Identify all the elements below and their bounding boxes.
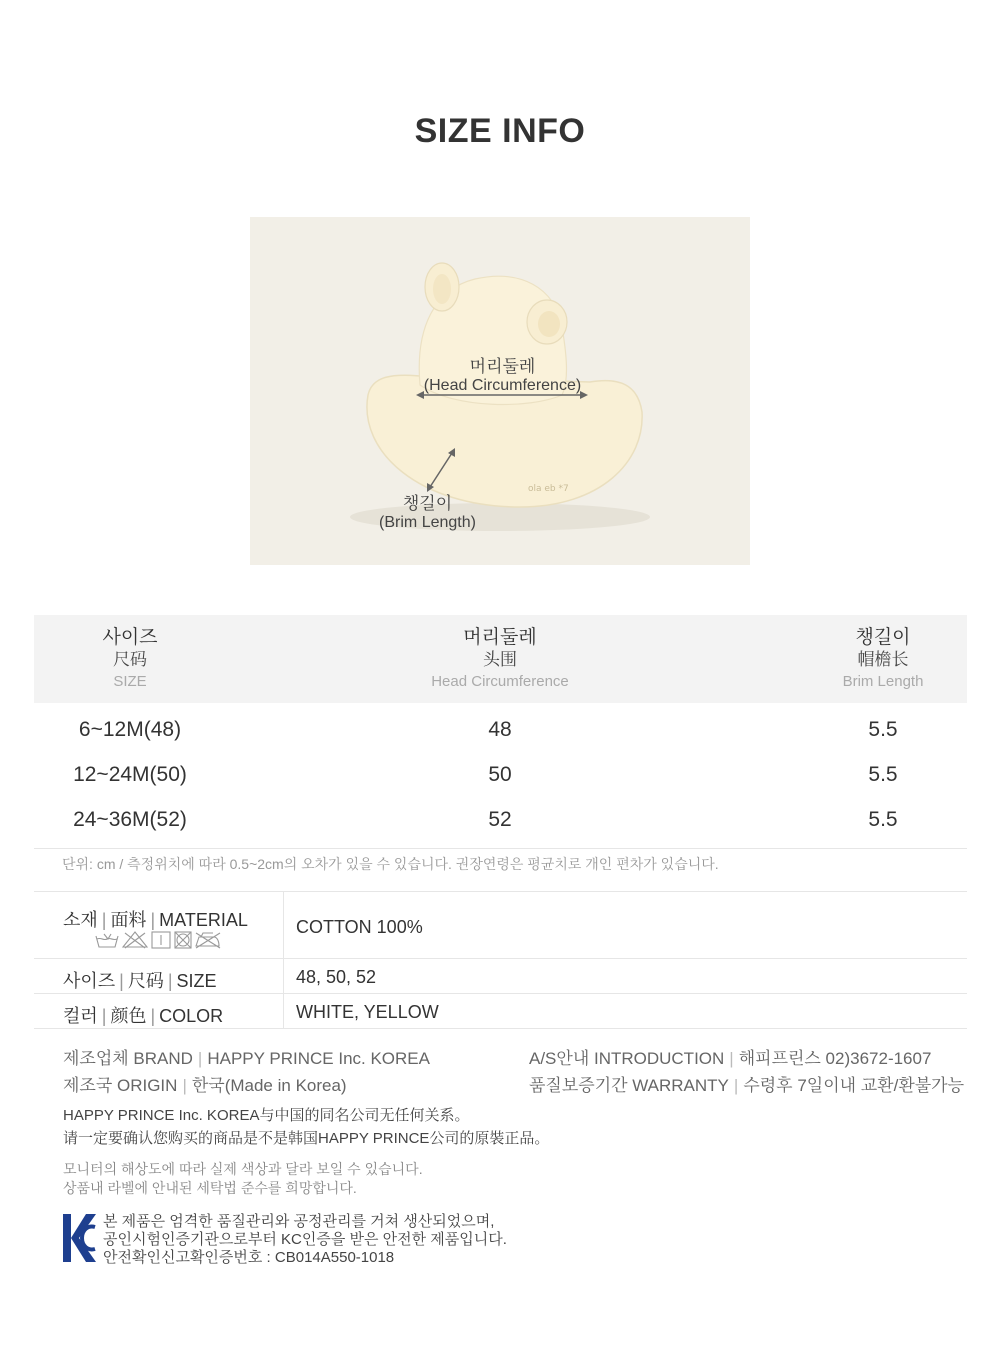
page-title: SIZE INFO bbox=[414, 112, 586, 150]
label-notice: 상품내 라벨에 안내된 세탁법 준수를 희망합니다. bbox=[63, 1180, 357, 1196]
no-iron-icon bbox=[196, 933, 220, 948]
authenticity-note: HAPPY PRINCE Inc. KOREA与中国的同名公司无任何关系。 bbox=[63, 1107, 470, 1124]
origin-info: 제조국 ORIGIN | 한국(Made in Korea) bbox=[63, 1076, 347, 1095]
kc-text-line: 공인시험인증기관으로부터 KC인증을 받은 안전한 제품입니다. bbox=[103, 1231, 507, 1248]
divider bbox=[34, 891, 967, 892]
header-brim-length: 챙길이 帽檐长 Brim Length bbox=[842, 627, 924, 690]
size-value: 48, 50, 52 bbox=[296, 967, 377, 987]
color-value: WHITE, YELLOW bbox=[296, 1002, 439, 1022]
wash-care-icons bbox=[95, 930, 225, 955]
table-row bbox=[34, 797, 967, 842]
brim-cell: 5.5 bbox=[868, 718, 898, 741]
warranty-info: 품질보증기간 WARRANTY | 수령후 7일이내 교환/환불가능 bbox=[529, 1076, 965, 1095]
kc-text-line: 본 제품은 엄격한 품질관리와 공정관리를 거쳐 생산되었으며, bbox=[103, 1213, 495, 1230]
header-head-circumference: 머리둘레 头围 Head Circumference bbox=[431, 627, 569, 690]
material-label: 소재 | 面料 | MATERIAL bbox=[63, 910, 248, 930]
head-cell: 52 bbox=[488, 808, 512, 831]
brim-cell: 5.5 bbox=[868, 763, 898, 786]
color-label: 컬러 | 颜色 | COLOR bbox=[63, 1006, 224, 1026]
size-table-header bbox=[34, 615, 967, 703]
measurement-note: 단위: cm / 측정위치에 따라 0.5~2cm의 오차가 있을 수 있습니다. 권장연령은 평균치로 개인 편차가 있습니다. bbox=[62, 856, 719, 872]
head-circumference-label: 머리둘레 (Head Circumference) bbox=[423, 357, 582, 394]
divider bbox=[34, 993, 967, 994]
head-cell: 50 bbox=[488, 763, 512, 786]
size-label: 사이즈 | 尺码 | SIZE bbox=[63, 971, 217, 991]
line-dry-icon bbox=[152, 932, 170, 948]
size-cell: 6~12M(48) bbox=[78, 718, 182, 741]
svg-text:ola eb *7: ola eb *7 bbox=[528, 484, 569, 494]
column-divider bbox=[283, 892, 284, 1028]
kc-mark-icon bbox=[62, 1213, 98, 1268]
kc-text-line: 안전확인신고확인증번호 : CB014A550-1018 bbox=[103, 1249, 395, 1266]
divider bbox=[34, 848, 967, 849]
product-photo bbox=[250, 217, 750, 565]
monitor-notice: 모니터의 해상도에 따라 실제 색상과 달라 보일 수 있습니다. bbox=[63, 1161, 423, 1177]
as-info: A/S안내 INTRODUCTION | 해피프린스 02)3672-1607 bbox=[529, 1049, 932, 1068]
size-cell: 24~36M(52) bbox=[73, 808, 187, 831]
table-row bbox=[34, 707, 967, 752]
brim-length-label: 챙길이 (Brim Length) bbox=[379, 494, 476, 531]
no-tumble-dry-icon bbox=[175, 932, 191, 948]
no-bleach-icon bbox=[123, 932, 147, 948]
header-size: 사이즈 尺码 SIZE bbox=[102, 627, 158, 690]
size-cell: 12~24M(50) bbox=[73, 763, 187, 786]
hand-wash-icon bbox=[96, 934, 118, 947]
brim-cell: 5.5 bbox=[868, 808, 898, 831]
divider bbox=[34, 1028, 967, 1029]
authenticity-note: 请一定要确认您购买的商品是不是韩国HAPPY PRINCE公司的原裝正品。 bbox=[63, 1130, 550, 1147]
table-row bbox=[34, 752, 967, 797]
brand-info: 제조업체 BRAND | HAPPY PRINCE Inc. KOREA bbox=[63, 1049, 430, 1068]
material-value: COTTON 100% bbox=[296, 917, 423, 937]
head-cell: 48 bbox=[488, 718, 512, 741]
divider bbox=[34, 958, 967, 959]
